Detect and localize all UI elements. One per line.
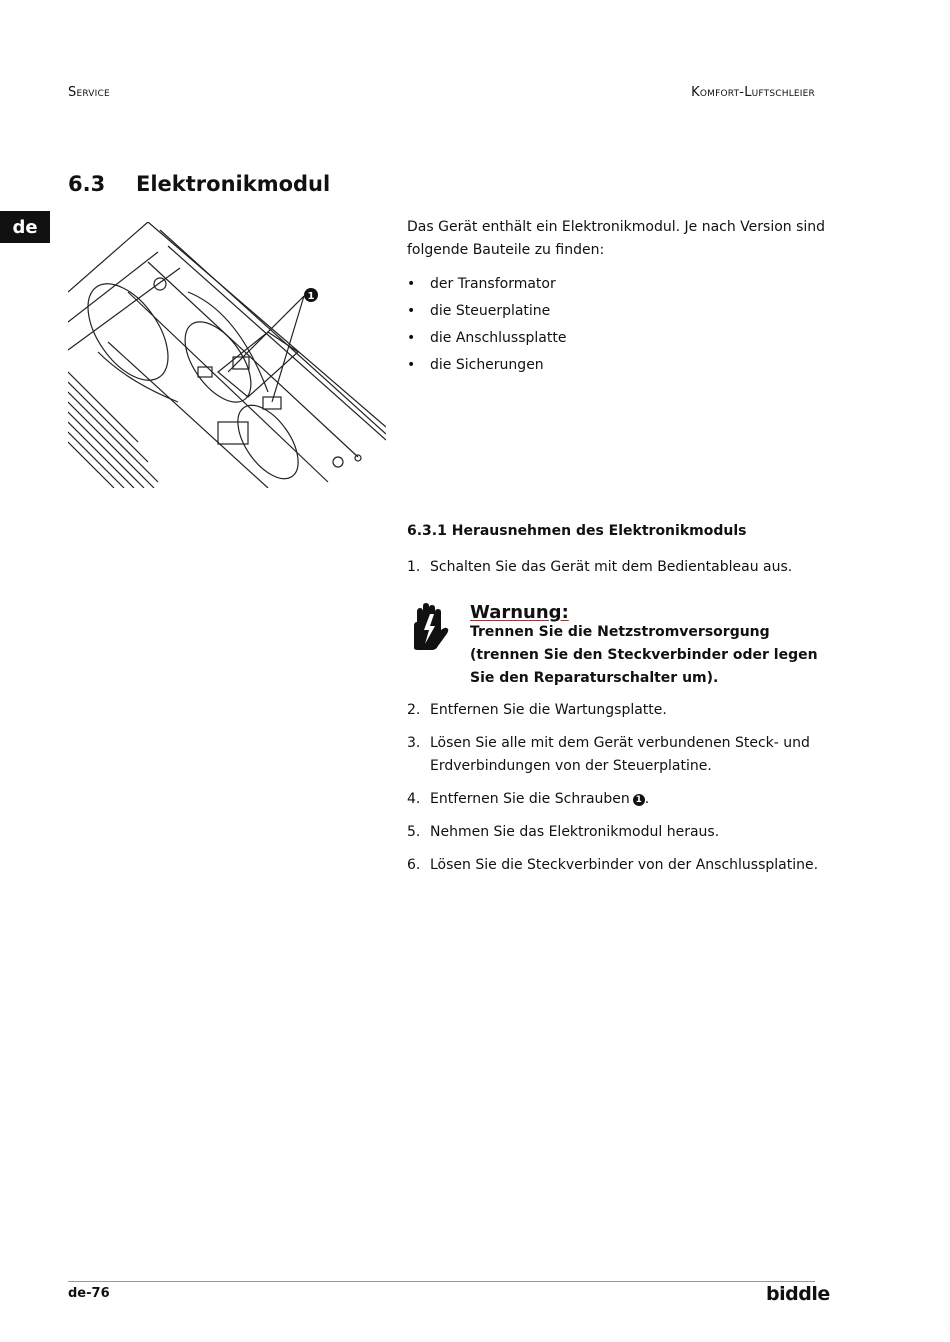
step-number: 6. <box>407 857 421 873</box>
step-list-part1 <box>407 556 827 579</box>
bullet-icon: • <box>407 276 416 292</box>
list-item-text: die Sicherungen <box>430 357 544 373</box>
warning-text: Trennen Sie die Netzstromversorgung (trennen Sie den Steckverbinder oder legen Sie den Reparaturschalter um). <box>470 624 818 686</box>
list-item <box>407 327 827 350</box>
intro-paragraph: Das Gerät enthält ein Elektronikmodul. Je nach Version sind folgende Bauteile zu finden: <box>407 219 826 258</box>
list-item-text: der Transformator <box>430 276 556 292</box>
section-number: 6.3 <box>68 172 106 196</box>
step-text: Schalten Sie das Gerät mit dem Bedientableau aus. <box>430 559 793 575</box>
language-tab: de <box>0 211 50 243</box>
section-title: Elektronikmodul <box>136 172 331 196</box>
page-number: de-76 <box>68 1286 110 1301</box>
step-item <box>407 821 827 844</box>
step-number: 4. <box>407 791 421 807</box>
list-item-text: die Anschlussplatte <box>430 330 567 346</box>
running-header-left: Service <box>68 85 110 100</box>
bullet-icon: • <box>407 303 416 319</box>
electronic-module-illustration <box>68 222 386 488</box>
list-item <box>407 300 827 323</box>
step-suffix: . <box>644 791 650 807</box>
component-list <box>407 273 827 381</box>
step-text: Entfernen Sie die Schrauben <box>430 791 630 807</box>
step-text: Entfernen Sie die Wartungsplatte. <box>430 702 667 718</box>
step-item <box>407 556 827 579</box>
step-item <box>407 854 827 877</box>
step-list-part2 <box>407 699 827 887</box>
brand-logo: biddle <box>766 1283 830 1305</box>
warning-hand-icon <box>408 602 450 652</box>
bullet-icon: • <box>407 330 416 346</box>
unit-drawing <box>68 222 386 488</box>
bullet-icon: • <box>407 357 416 373</box>
step-number: 2. <box>407 702 421 718</box>
step-text: Nehmen Sie das Elektronikmodul heraus. <box>430 824 720 840</box>
callout-number: 1 <box>307 291 315 302</box>
step-number: 5. <box>407 824 421 840</box>
list-item <box>407 354 827 377</box>
step-number: 3. <box>407 735 421 751</box>
list-item <box>407 273 827 296</box>
step-item <box>407 699 827 722</box>
footer-rule <box>68 1281 815 1282</box>
list-item-text: die Steuerplatine <box>430 303 551 319</box>
step-text: Lösen Sie alle mit dem Gerät verbundenen Steck- und Erdverbindungen von der Steuerplatine. <box>430 735 810 774</box>
step-text: Lösen Sie die Steckverbinder von der Anschlussplatine. <box>430 857 819 873</box>
step-item <box>407 732 827 778</box>
step-item <box>407 788 827 811</box>
subsection-title: 6.3.1 Herausnehmen des Elektronikmoduls <box>407 523 747 539</box>
step-number: 1. <box>407 559 421 575</box>
running-header-right: Komfort-Luftschleier <box>691 85 815 100</box>
callout-ref-icon: 1 <box>633 794 645 806</box>
warning-title: Warnung: <box>470 602 569 623</box>
